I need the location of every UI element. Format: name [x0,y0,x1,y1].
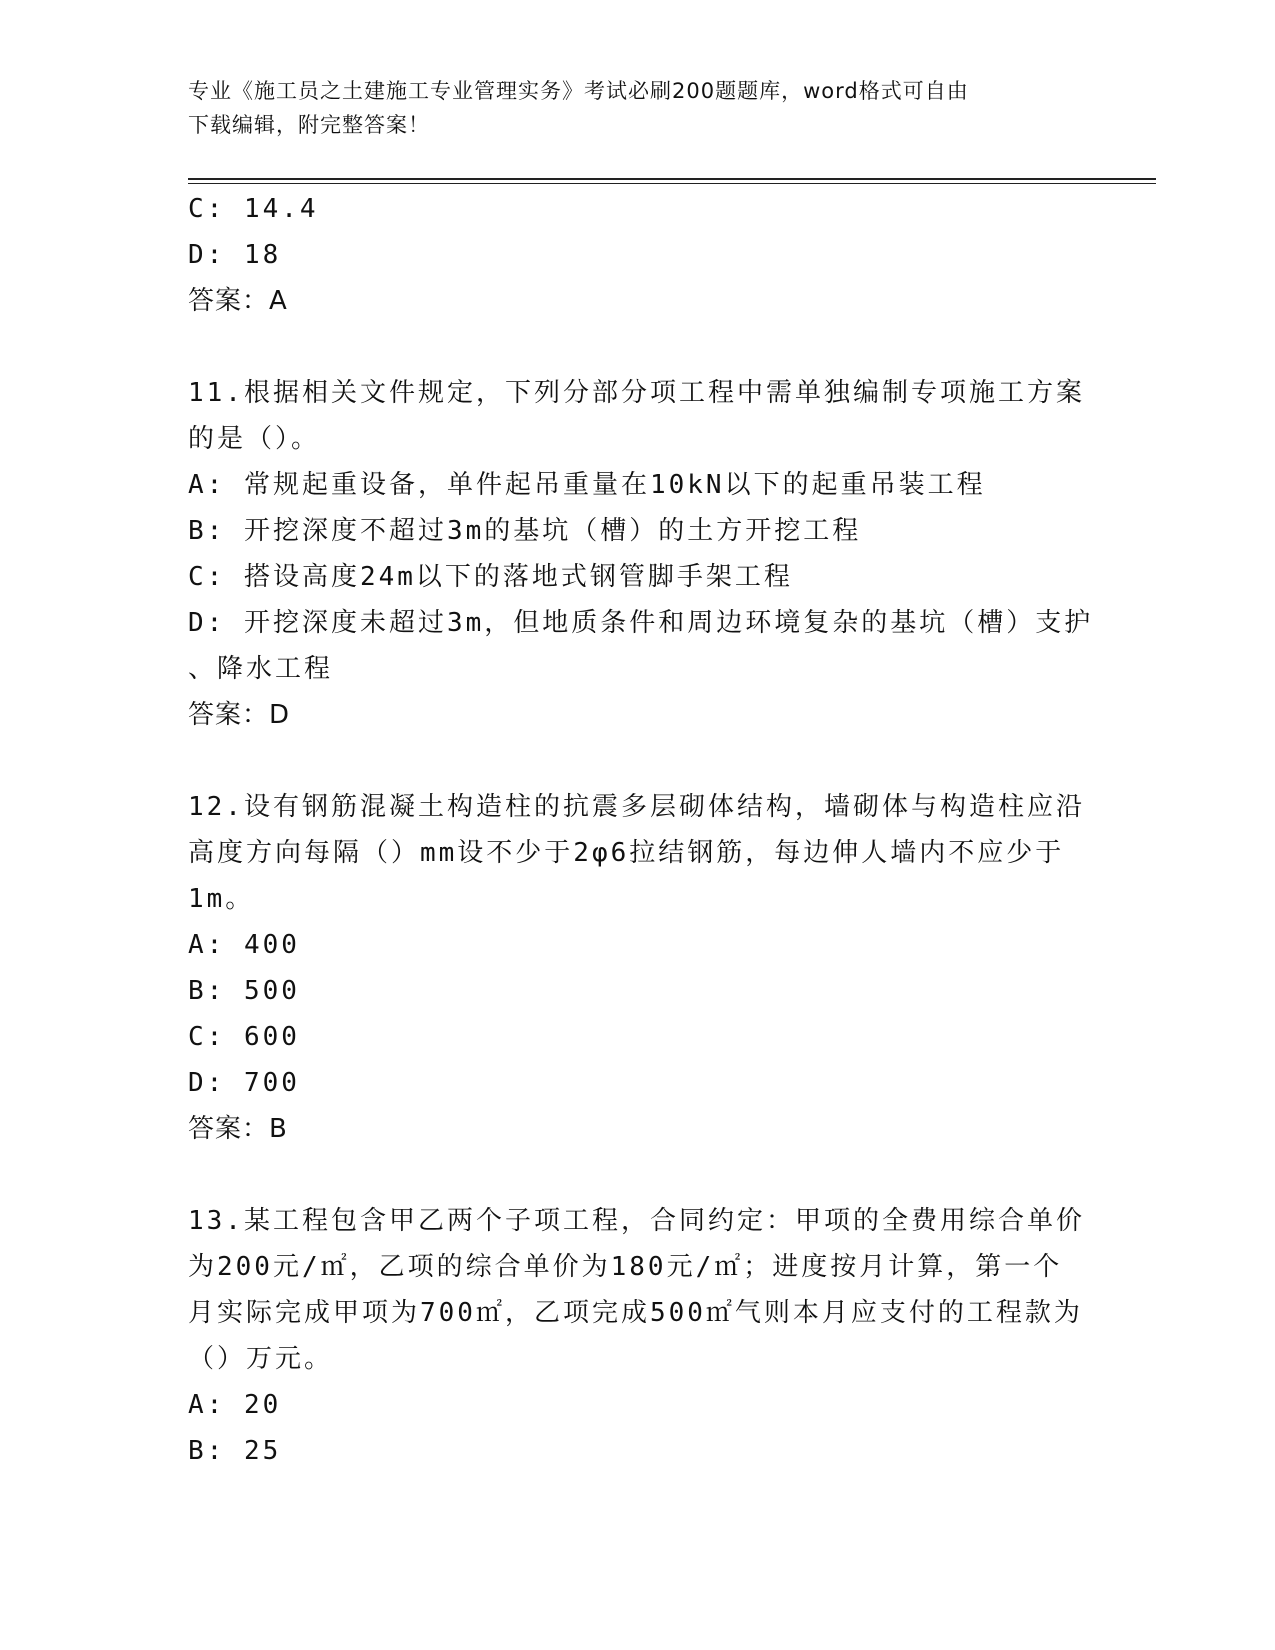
option-d-continued: 、降水工程 [188,654,334,684]
stem-line: 为200元/㎡，乙项的综合单价为180元/㎡；进度按月计算，第一个 [188,1252,1063,1282]
stem-line: 11.根据相关文件规定，下列分部分项工程中需单独编制专项施工方案 [188,378,1085,408]
option-c: C: 搭设高度24m以下的落地式钢管脚手架工程 [188,562,793,592]
prev-question-tail [188,186,1088,324]
question-stem [188,1198,1088,1382]
stem-line: 13.某工程包含甲乙两个子项工程，合同约定：甲项的全费用综合单价 [188,1206,1085,1236]
option-c: C: 14.4 [188,194,319,224]
header-rule-thin [188,183,1156,184]
question-12 [188,784,1088,1152]
stem-line: （）万元。 [188,1344,334,1374]
option-d: D: 18 [188,240,282,270]
option-c: C: 600 [188,1022,300,1052]
stem-line: 高度方向每隔（）mm设不少于2φ6拉结钢筋，每边伸人墙内不应少于 [188,838,1065,868]
option-a: A: 400 [188,930,300,960]
question-stem [188,370,1088,462]
header-rule-thick [188,178,1156,180]
option-d: D: 开挖深度未超过3m，但地质条件和周边环境复杂的基坑（槽）支护 [188,608,1094,638]
option-a: A: 20 [188,1390,282,1420]
option-b: B: 500 [188,976,300,1006]
question-11 [188,370,1094,738]
question-stem [188,784,1088,922]
page-header [188,74,1068,142]
answer-line: 答案：A [188,286,288,316]
header-line-1: 专业《施工员之土建施工专业管理实务》考试必刷200题题库，word格式可自由 [188,79,969,103]
stem-line: 1m。 [188,884,255,914]
option-b: B: 开挖深度不超过3m的基坑（槽）的土方开挖工程 [188,516,862,546]
question-13 [188,1198,1088,1474]
option-b: B: 25 [188,1436,282,1466]
header-line-2: 下载编辑，附完整答案！ [188,113,430,137]
option-d: D: 700 [188,1068,300,1098]
stem-line: 12.设有钢筋混凝土构造柱的抗震多层砌体结构，墙砌体与构造柱应沿 [188,792,1085,822]
question-content [188,186,1094,1474]
stem-line: 月实际完成甲项为700㎡，乙项完成500㎡气则本月应支付的工程款为 [188,1298,1083,1328]
stem-line: 的是（）。 [188,424,321,454]
answer-line: 答案：B [188,1114,288,1144]
option-a: A: 常规起重设备，单件起吊重量在10kN以下的起重吊装工程 [188,470,986,500]
answer-line: 答案：D [188,700,291,730]
